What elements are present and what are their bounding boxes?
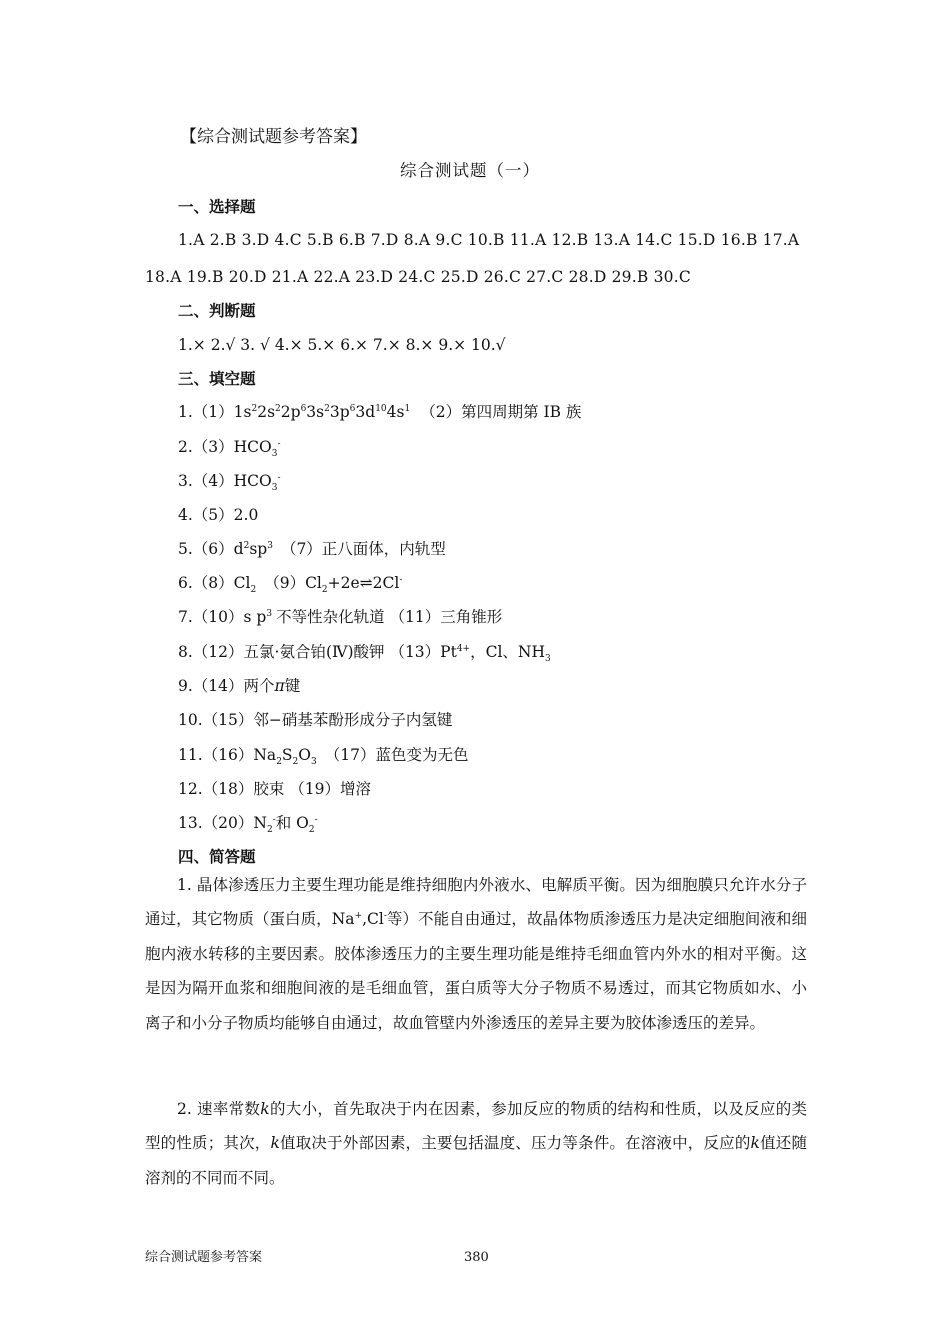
choice-answers-line1: 1.A 2.B 3.D 4.C 5.B 6.B 7.D 8.A 9.C 10.B 11.A 12.B 13.A 14.C 15.D 16.B 17.A [178,231,800,249]
fill-item-8: 8.（12）五氯·氨合铂(Ⅳ)酸钾 $(13)Pt^{4+}$，Cl、$NH_3$ [178,643,551,665]
page-number: 380 [464,1250,489,1265]
section-heading-short: 四、简答题 [178,848,256,866]
footer-title: 综合测试题参考答案 [145,1250,263,1265]
doc-title: 【综合测试题参考答案】 [180,127,367,147]
short-answer-1: 1. 晶体渗透压力主要生理功能是维持细胞内外液水、电解质平衡。因为细胞膜只允许水分子通过，其它物质（蛋白质，Na+,Cl-等）不能自由通过，故晶体物质渗透压力是决定细胞间液和细胞内液水转移的主要因素。胶体渗透压力的主要生理功能是维持毛细血管内外水的相对平衡。这是因为隔开血浆和细胞间液的是毛细血管，蛋白质等大分子物质不易透过，而其它物质如水、小离子和小分子物质均能够自由通过，故血管壁内外渗透压的差异主要为胶体渗透压的差异。 [145,876,807,1032]
fill-item-13: $13.(20)N_2^-$和 $O_2^-$ [178,814,318,836]
judge-answers: 1.× 2.√ 3. √ 4.× 5.× 6.× 7.× 8.× 9.× 10.√ [178,336,506,354]
fill-item-11: $11.(16)Na_2S_2O_3$ （17）蓝色变为无色 [178,746,469,768]
fill-item-10: 10.（15）邻−硝基苯酚形成分子内氢键 [178,711,453,729]
short-answer-2: 2. 速率常数k的大小，首先取决于内在因素，参加反应的物质的结构和性质，以及反应的类型的性质；其次，k值取决于外部因素，主要包括温度、压力等条件。在溶液中，反应的k值还随溶剂的不同而不同。 [145,1100,807,1187]
fill-item-2: $2.(3)HCO_3^-$ [178,438,281,460]
fill-item-6: $6.(8)Cl_2$ $(9)Cl_2+2e\rightleftharpoons 2Cl^-$ [178,574,403,596]
fill-item-5: $5.(6)d^2sp^3$ （7）正八面体，内轨型 [178,540,446,558]
fill-item-12: 12.（18）胶束 （19）增溶 [178,780,372,798]
fill-item-9: 9.（14）两个π键 [178,677,301,695]
section-heading-fill: 三、填空题 [178,370,256,388]
fill-item-1: $1.(1)1s^22s^22p^63s^23p^63d^{10}4s^1$ （2）第四周期第 IB 族 [178,403,582,421]
subtitle: 综合测试题（一） [400,161,540,180]
fill-item-7: 7.（10）s $p^3$ 不等性杂化轨道 （11）三角锥形 [178,608,503,626]
section-heading-choice: 一、选择题 [178,198,256,216]
section-heading-judge: 二、判断题 [178,302,256,320]
choice-answers-line2: 18.A 19.B 20.D 21.A 22.A 23.D 24.C 25.D 26.C 27.C 28.D 29.B 30.C [145,268,691,286]
fill-item-4: 4.（5）2.0 [178,506,259,524]
fill-item-3: $3.(4)HCO_3^-$ [178,472,281,494]
